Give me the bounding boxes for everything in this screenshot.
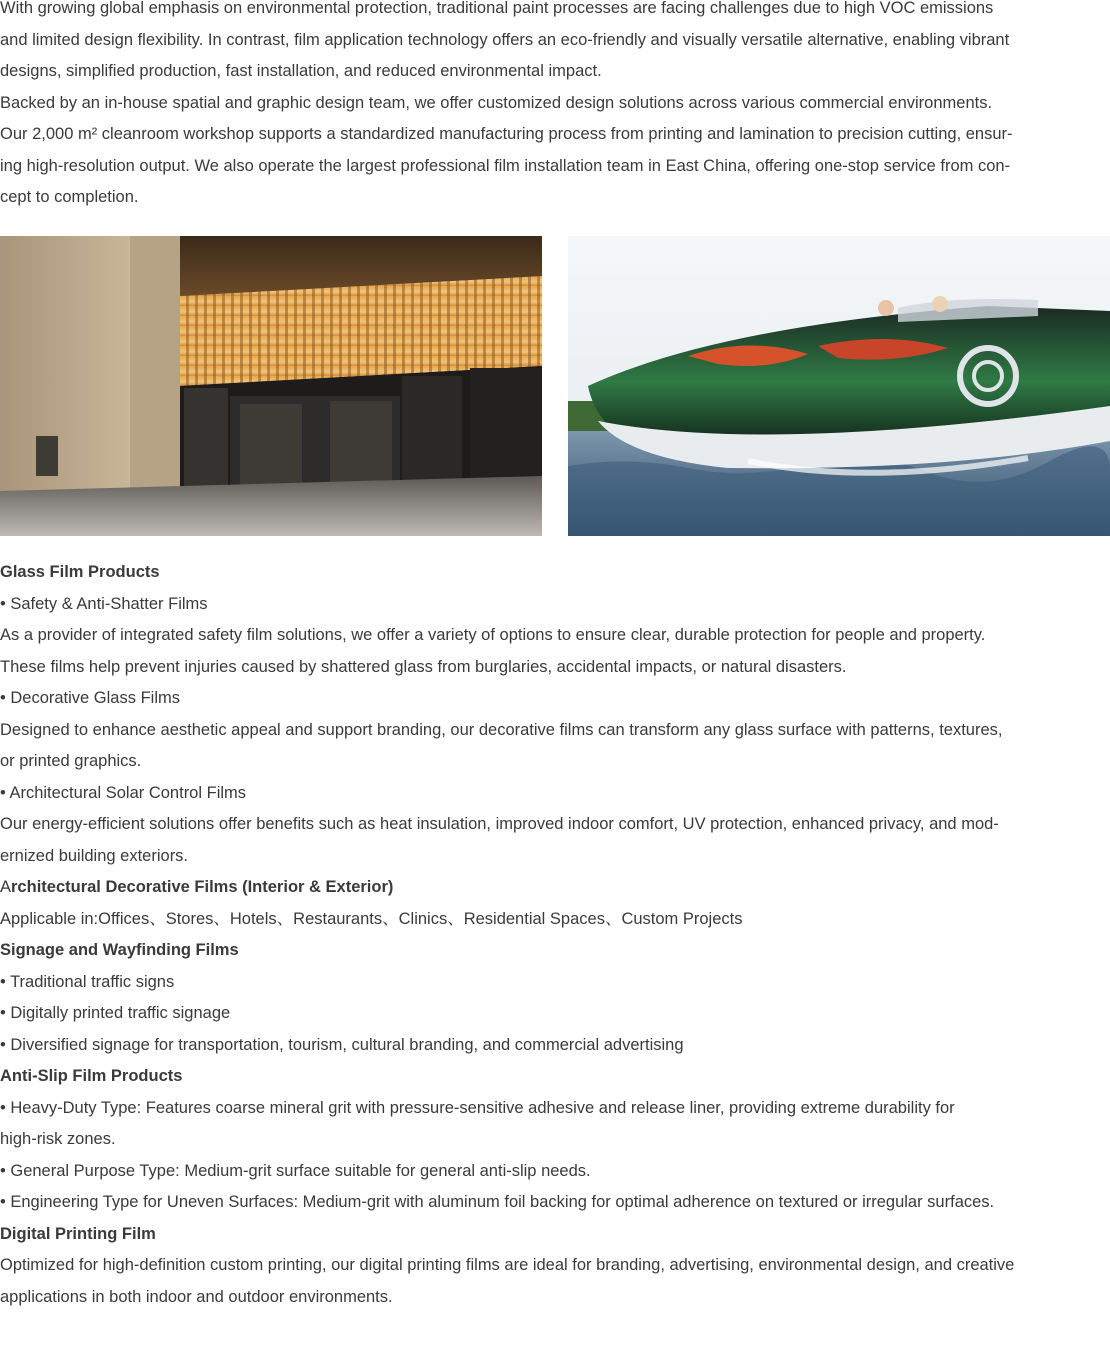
section-heading-antislip: Anti-Slip Film Products <box>0 1067 183 1085</box>
intro-line: Our 2,000 m² cleanroom workshop supports a standardized manufacturing process from printing and lamination to precision cutting, ensur- <box>0 125 1013 143</box>
section-heading-signage: Signage and Wayfinding Films <box>0 941 239 959</box>
intro-line: With growing global emphasis on environmental protection, traditional paint processes are facing challenges due to high VOC emissions <box>0 0 994 17</box>
desc-line: Optimized for high-definition custom printing, our digital printing films are ideal for branding, advertising, environmental design, and creative <box>0 1256 1015 1274</box>
list-item: • Heavy-Duty Type: Features coarse mineral grit with pressure-sensitive adhesive and release liner, providing extreme durability for <box>0 1098 955 1117</box>
intro-line: and limited design flexibility. In contrast, film application technology offers an eco-friendly and visually versatile alternative, enabling vibrant <box>0 30 1010 49</box>
list-item: • General Purpose Type: Medium-grit surface suitable for general anti-slip needs. <box>0 1161 591 1180</box>
desc-line: Designed to enhance aesthetic appeal and support branding, our decorative films can transform any glass surface with patterns, textures, <box>0 720 1003 739</box>
bullet-safety: • Safety & Anti-Shatter Films <box>0 594 208 613</box>
list-item: • Engineering Type for Uneven Surfaces: Medium-grit with aluminum foil backing for optimal adherence on textured or irregular surfaces. <box>0 1193 995 1211</box>
section-heading-architectural <box>0 872 1108 904</box>
intro-paragraph <box>0 0 1108 214</box>
bullet-decorative: • Decorative Glass Films <box>0 689 180 707</box>
list-item: • Diversified signage for transportation, tourism, cultural branding, and commercial advertising <box>0 1035 684 1054</box>
applicable-line: Applicable in:Offices、Stores、Hotels、Restaurants、Clinics、Residential Spaces、Custom Projects <box>0 909 743 928</box>
section-heading-glass: Glass Film Products <box>0 563 160 581</box>
heading-first-letter: A <box>0 878 12 896</box>
intro-line: ing high-resolution output. We also operate the largest professional film installation team in East China, offering one-stop service from con- <box>0 156 1011 175</box>
products-section <box>0 557 1108 1313</box>
list-item: • Traditional traffic signs <box>0 972 175 991</box>
desc-line: ernized building exteriors. <box>0 846 189 865</box>
boat-photo <box>568 236 1110 536</box>
desc-line: Our energy-efficient solutions offer benefits such as heat insulation, improved indoor comfort, UV protection, enhanced privacy, and mod- <box>0 815 999 833</box>
bullet-solar: • Architectural Solar Control Films <box>0 783 247 802</box>
desc-line: As a provider of integrated safety film solutions, we offer a variety of options to ensure clear, durable protection for people and property. <box>0 626 986 644</box>
intro-line: Backed by an in-house spatial and graphic design team, we offer customized design solutions across various commercial environments. <box>0 93 993 112</box>
list-item-continued: high-risk zones. <box>0 1130 116 1148</box>
desc-line: These films help prevent injuries caused by shattered glass from burglaries, accidental impacts, or natural disasters. <box>0 657 847 676</box>
section-heading-digital: Digital Printing Film <box>0 1224 156 1243</box>
desc-line: or printed graphics. <box>0 752 142 770</box>
desc-line: applications in both indoor and outdoor environments. <box>0 1287 393 1306</box>
intro-line: designs, simplified production, fast installation, and reduced environmental impact. <box>0 62 602 80</box>
heading-rest: rchitectural Decorative Films (Interior & Exterior) <box>11 878 394 896</box>
intro-line: cept to completion. <box>0 188 139 206</box>
image-row <box>0 236 1110 536</box>
lobby-photo <box>0 236 542 536</box>
list-item: • Digitally printed traffic signage <box>0 1004 231 1022</box>
